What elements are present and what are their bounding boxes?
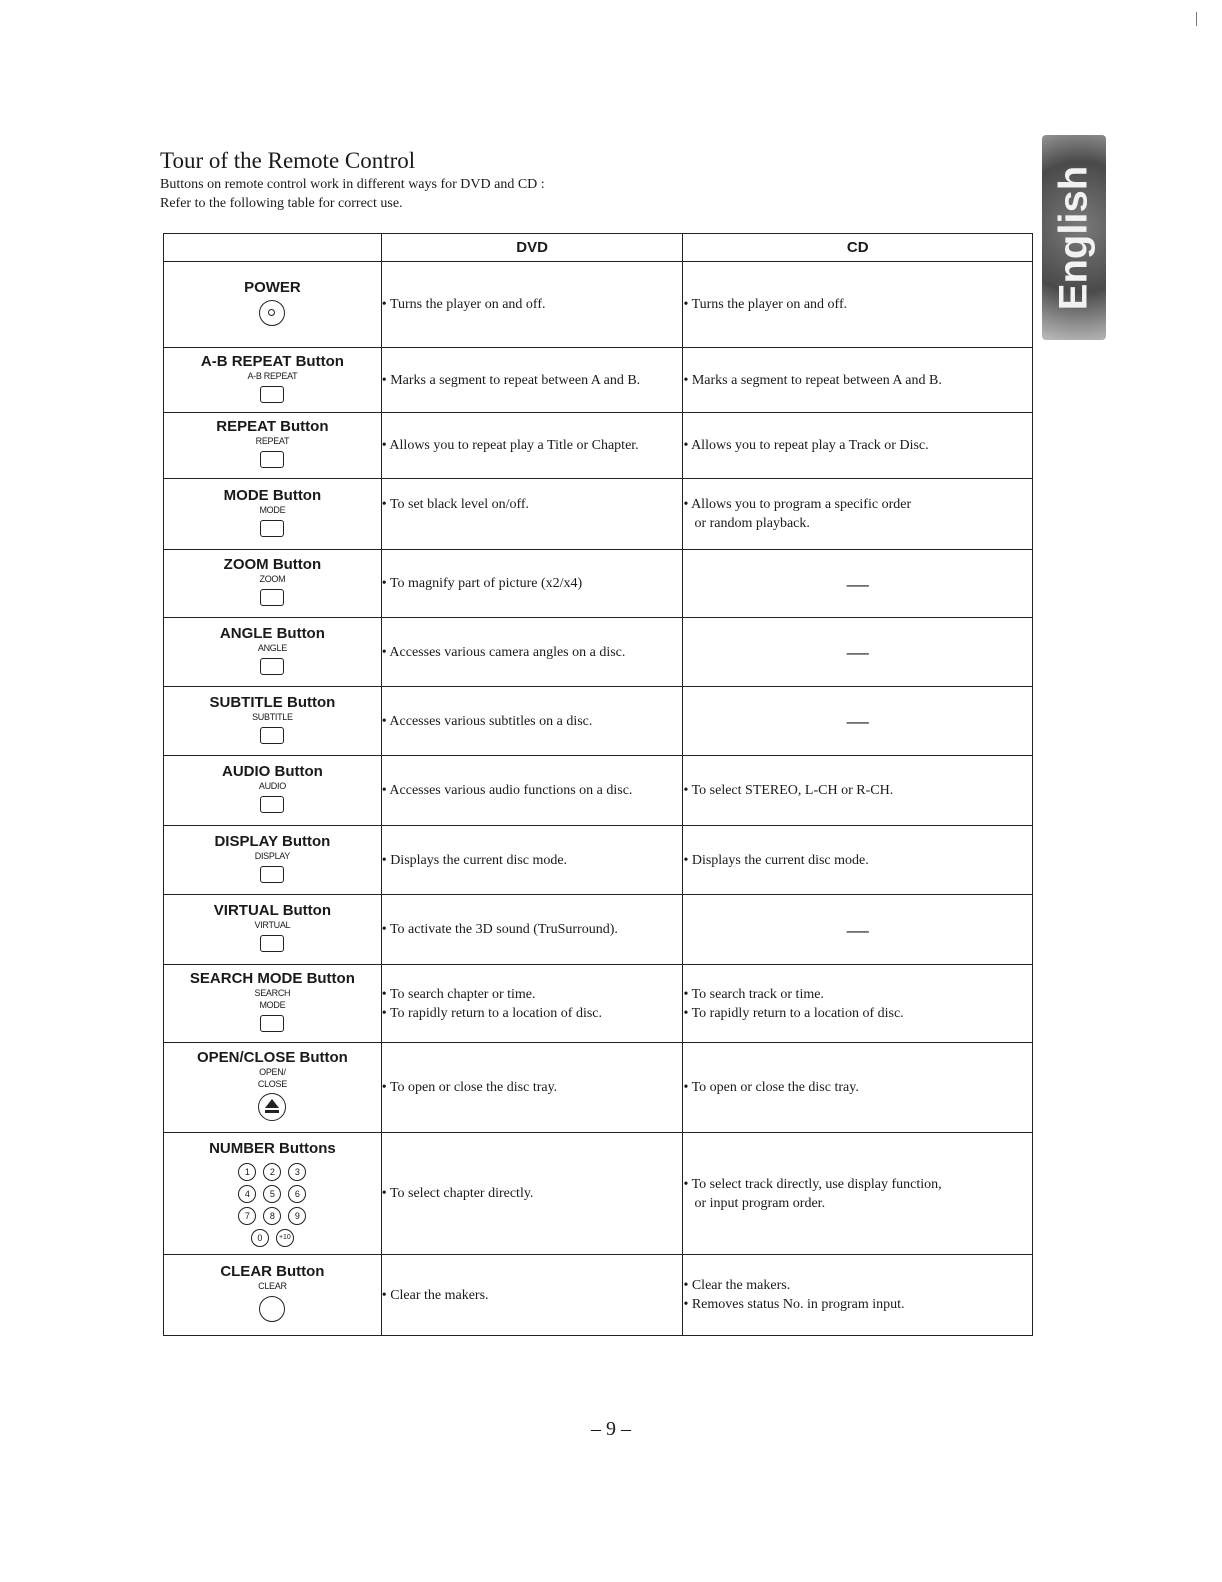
number-keypad bbox=[238, 1159, 306, 1247]
open-close-label-1: OPEN/ bbox=[259, 1067, 286, 1077]
angle-cd-dash: — bbox=[683, 618, 1033, 687]
header-cd: CD bbox=[683, 234, 1033, 262]
mode-cd bbox=[683, 479, 1033, 550]
virtual-cd-dash: — bbox=[683, 895, 1033, 965]
zoom-button-icon bbox=[260, 589, 284, 606]
open-close-label-2: CLOSE bbox=[257, 1079, 287, 1089]
number-key-6: 6 bbox=[288, 1185, 306, 1203]
search-mode-cd-line-2: • To rapidly return to a location of disc. bbox=[683, 1005, 904, 1021]
repeat-cell bbox=[164, 413, 382, 479]
number-key-9: 9 bbox=[288, 1207, 306, 1225]
table-row bbox=[164, 1255, 1033, 1336]
subtitle-button-icon bbox=[260, 727, 284, 744]
power-dvd: • Turns the player on and off. bbox=[381, 262, 683, 348]
table-row bbox=[164, 965, 1033, 1043]
clear-cell bbox=[164, 1255, 382, 1336]
table-row bbox=[164, 826, 1033, 895]
virtual-name: VIRTUAL Button bbox=[213, 902, 331, 919]
header-blank bbox=[164, 234, 382, 262]
repeat-name: REPEAT Button bbox=[216, 418, 329, 435]
number-dvd: • To select chapter directly. bbox=[381, 1133, 683, 1255]
angle-button-icon bbox=[260, 658, 284, 675]
power-name: POWER bbox=[244, 278, 301, 296]
mode-dvd: • To set black level on/off. bbox=[381, 479, 683, 550]
search-mode-label-1: SEARCH bbox=[254, 988, 291, 998]
virtual-cell bbox=[164, 895, 382, 965]
virtual-dvd: • To activate the 3D sound (TruSurround). bbox=[381, 895, 683, 965]
number-key-2: 2 bbox=[263, 1163, 281, 1181]
open-close-cd: • To open or close the disc tray. bbox=[683, 1043, 1033, 1133]
display-button-icon bbox=[260, 866, 284, 883]
number-key-0: 0 bbox=[251, 1229, 269, 1247]
corner-mark bbox=[1196, 12, 1197, 26]
clear-cd-line-1: • Clear the makers. bbox=[683, 1278, 791, 1293]
intro-line-1: Buttons on remote control work in different ways for DVD and CD : bbox=[160, 177, 545, 192]
zoom-cell bbox=[164, 550, 382, 618]
search-mode-dvd bbox=[381, 965, 683, 1043]
repeat-dvd: • Allows you to repeat play a Title or Chapter. bbox=[381, 413, 683, 479]
virtual-button-icon bbox=[260, 935, 284, 952]
search-mode-dvd-line-2: • To rapidly return to a location of disc. bbox=[381, 1005, 603, 1021]
table-header-row bbox=[164, 234, 1033, 262]
audio-cd: • To select STEREO, L-CH or R-CH. bbox=[683, 756, 1033, 826]
audio-label: AUDIO bbox=[258, 781, 286, 791]
mode-cd-line-1: • Allows you to program a specific order bbox=[683, 497, 912, 512]
clear-cd bbox=[683, 1255, 1033, 1336]
power-cd: • Turns the player on and off. bbox=[683, 262, 1033, 348]
table-row bbox=[164, 262, 1033, 348]
search-mode-cd-line-1: • To search track or time. bbox=[683, 986, 824, 1002]
repeat-cd: • Allows you to repeat play a Track or Disc. bbox=[683, 413, 1033, 479]
zoom-label: ZOOM bbox=[259, 574, 286, 584]
subtitle-name: SUBTITLE Button bbox=[209, 693, 336, 711]
ab-repeat-name: A-B REPEAT Button bbox=[200, 352, 344, 370]
number-key-7: 7 bbox=[238, 1207, 256, 1225]
display-dvd: • Displays the current disc mode. bbox=[381, 826, 683, 895]
mode-cd-line-2: or random playback. bbox=[694, 516, 810, 531]
display-cell bbox=[164, 826, 382, 895]
intro-text bbox=[160, 175, 545, 213]
display-name: DISPLAY Button bbox=[214, 832, 331, 850]
clear-label: CLEAR bbox=[258, 1281, 287, 1291]
table-row bbox=[164, 756, 1033, 826]
subtitle-cd-dash: — bbox=[683, 687, 1033, 756]
table-row bbox=[164, 550, 1033, 618]
ab-repeat-button-icon bbox=[260, 386, 284, 403]
audio-button-icon bbox=[260, 796, 284, 813]
search-mode-label-2: MODE bbox=[259, 1000, 286, 1010]
repeat-button-icon bbox=[260, 451, 284, 468]
mode-button-icon bbox=[260, 520, 284, 537]
ab-repeat-label: A-B REPEAT bbox=[247, 370, 298, 381]
mode-name: MODE Button bbox=[223, 486, 322, 504]
table-row bbox=[164, 413, 1033, 479]
eject-icon bbox=[258, 1093, 286, 1121]
search-mode-dvd-line-1: • To search chapter or time. bbox=[381, 986, 536, 1002]
number-cd-line-1: • To select track directly, use display function, bbox=[683, 1176, 942, 1192]
power-button-icon bbox=[259, 300, 285, 326]
table-row bbox=[164, 479, 1033, 550]
language-tab bbox=[1042, 135, 1106, 340]
audio-name: AUDIO Button bbox=[221, 763, 323, 780]
number-key-5: 5 bbox=[263, 1185, 281, 1203]
table-row bbox=[164, 1133, 1033, 1255]
open-close-cell bbox=[164, 1043, 382, 1133]
angle-label: ANGLE bbox=[257, 642, 287, 653]
mode-label: MODE bbox=[259, 504, 286, 515]
ab-repeat-cell bbox=[164, 348, 382, 413]
table-row bbox=[164, 1043, 1033, 1133]
number-key-plus10: +10 bbox=[276, 1229, 294, 1247]
clear-button-icon bbox=[259, 1296, 285, 1322]
display-cd: • Displays the current disc mode. bbox=[683, 826, 1033, 895]
angle-name: ANGLE Button bbox=[219, 624, 325, 642]
clear-cd-line-2: • Removes status No. in program input. bbox=[683, 1297, 905, 1312]
clear-dvd: • Clear the makers. bbox=[381, 1255, 683, 1336]
zoom-dvd: • To magnify part of picture (x2/x4) bbox=[381, 550, 683, 618]
zoom-cd-dash: — bbox=[683, 550, 1033, 618]
intro-line-2: Refer to the following table for correct use. bbox=[160, 196, 403, 211]
ab-repeat-cd: • Marks a segment to repeat between A and B. bbox=[683, 348, 1033, 413]
repeat-label: REPEAT bbox=[255, 436, 290, 446]
language-tab-label: English bbox=[1051, 165, 1096, 310]
audio-dvd: • Accesses various audio functions on a disc. bbox=[381, 756, 683, 826]
table-row bbox=[164, 687, 1033, 756]
number-key-4: 4 bbox=[238, 1185, 256, 1203]
zoom-name: ZOOM Button bbox=[223, 556, 322, 573]
ab-repeat-dvd: • Marks a segment to repeat between A and B. bbox=[381, 348, 683, 413]
subtitle-cell bbox=[164, 687, 382, 756]
number-cd-line-2: or input program order. bbox=[694, 1195, 826, 1211]
angle-dvd: • Accesses various camera angles on a disc. bbox=[381, 618, 683, 687]
audio-cell bbox=[164, 756, 382, 826]
virtual-label: VIRTUAL bbox=[254, 920, 291, 930]
search-mode-cell bbox=[164, 965, 382, 1043]
search-mode-name: SEARCH MODE Button bbox=[189, 970, 355, 987]
mode-cell bbox=[164, 479, 382, 550]
table-row bbox=[164, 618, 1033, 687]
number-cell bbox=[164, 1133, 382, 1255]
number-key-8: 8 bbox=[263, 1207, 281, 1225]
table-row bbox=[164, 348, 1033, 413]
open-close-dvd: • To open or close the disc tray. bbox=[381, 1043, 683, 1133]
subtitle-dvd: • Accesses various subtitles on a disc. bbox=[381, 687, 683, 756]
power-cell bbox=[164, 262, 382, 348]
search-mode-button-icon bbox=[260, 1015, 284, 1032]
number-key-3: 3 bbox=[288, 1163, 306, 1181]
number-name: NUMBER Buttons bbox=[209, 1140, 336, 1157]
header-dvd: DVD bbox=[381, 234, 683, 262]
open-close-name: OPEN/CLOSE Button bbox=[196, 1049, 348, 1066]
remote-control-table bbox=[163, 233, 1033, 1336]
clear-name: CLEAR Button bbox=[220, 1263, 325, 1280]
number-cd bbox=[683, 1133, 1033, 1255]
number-key-1: 1 bbox=[238, 1163, 256, 1181]
search-mode-cd bbox=[683, 965, 1033, 1043]
angle-cell bbox=[164, 618, 382, 687]
table-row bbox=[164, 895, 1033, 965]
page-title: Tour of the Remote Control bbox=[160, 148, 416, 173]
subtitle-label: SUBTITLE bbox=[252, 711, 293, 722]
page-number: – 9 – bbox=[591, 1418, 631, 1440]
display-label: DISPLAY bbox=[254, 850, 291, 861]
